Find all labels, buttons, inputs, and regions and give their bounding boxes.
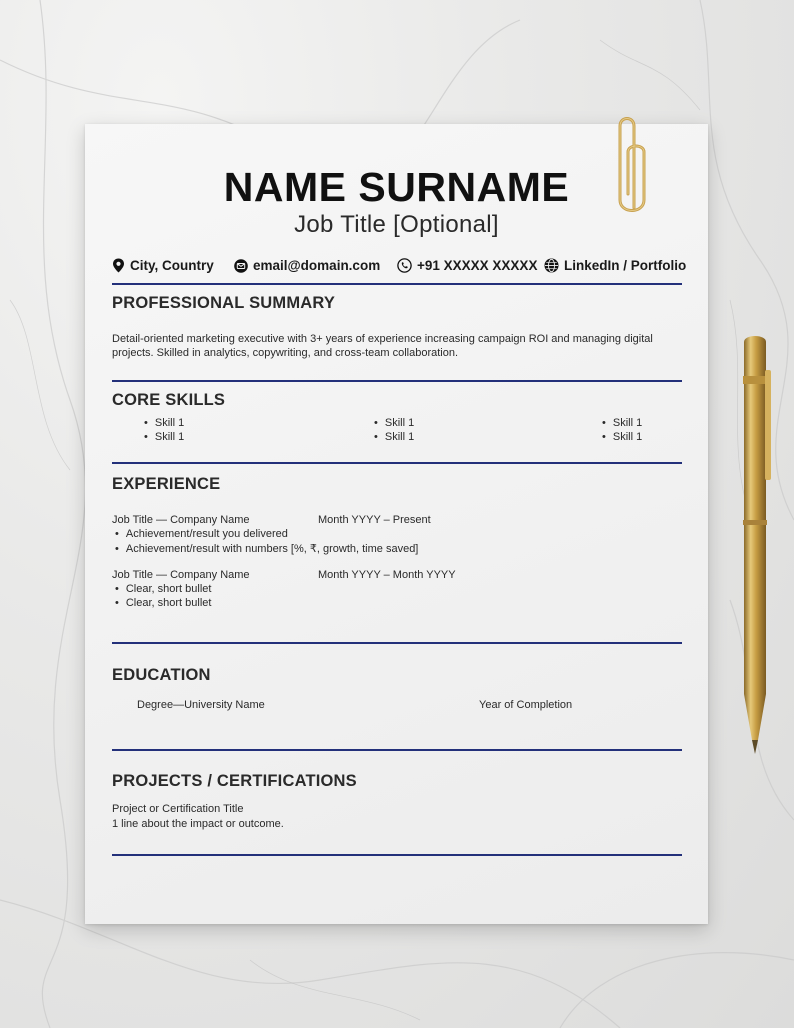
candidate-name: NAME SURNAME xyxy=(223,164,570,210)
job-bullet: • Achievement/result with numbers [%, ₹, growth, time saved] xyxy=(115,542,418,555)
summary-heading: PROFESSIONAL SUMMARY xyxy=(112,294,336,312)
phone-icon xyxy=(397,258,412,273)
skills-heading: CORE SKILLS xyxy=(112,391,226,409)
skill-item: • Skill 1 xyxy=(374,417,414,429)
project-title: Project or Certification Title xyxy=(112,803,244,815)
job-title-company: Job Title — Company Name xyxy=(112,569,250,581)
summary-line: Detail-oriented marketing executive with 3+ years of experience increasing campaign ROI and managing digital xyxy=(112,333,653,345)
paper-clip-icon xyxy=(612,108,652,220)
pen-icon xyxy=(730,330,780,760)
projects-heading: PROJECTS / CERTIFICATIONS xyxy=(112,772,357,790)
project-impact: 1 line about the impact or outcome. xyxy=(112,818,284,830)
email-icon xyxy=(234,259,248,273)
contact-email[interactable] xyxy=(234,258,380,273)
degree-university: Degree—University Name xyxy=(137,699,265,711)
location-pin-icon xyxy=(112,258,125,273)
skill-item: • Skill 1 xyxy=(374,431,414,443)
section-divider xyxy=(112,462,682,464)
experience-heading: EXPERIENCE xyxy=(112,475,221,493)
phone-text[interactable]: +91 XXXXX XXXXX xyxy=(417,258,538,273)
section-divider xyxy=(112,854,682,856)
job-dates: Month YYYY – Month YYYY xyxy=(318,569,456,581)
section-divider xyxy=(112,380,682,382)
summary-line: projects. Skilled in analytics, copywriting, and cross-team collaboration. xyxy=(112,347,459,359)
job-title-company: Job Title — Company Name xyxy=(112,514,250,526)
section-divider xyxy=(112,749,682,751)
web-text[interactable]: LinkedIn / Portfolio xyxy=(564,258,687,273)
job-title: Job Title [Optional] xyxy=(294,211,499,238)
skill-item: • Skill 1 xyxy=(144,417,184,429)
resume-page xyxy=(85,124,708,924)
job-bullet: • Achievement/result you delivered xyxy=(115,528,288,540)
skill-item: • Skill 1 xyxy=(144,431,184,443)
contact-location xyxy=(112,258,214,273)
job-bullet: • Clear, short bullet xyxy=(115,597,211,609)
contact-web[interactable] xyxy=(544,258,686,273)
skill-item: • Skill 1 xyxy=(602,417,642,429)
job-bullet: • Clear, short bullet xyxy=(115,583,211,595)
completion-year: Year of Completion xyxy=(479,699,573,711)
skill-item: • Skill 1 xyxy=(602,431,642,443)
globe-icon xyxy=(544,258,559,273)
section-divider xyxy=(112,642,682,644)
contact-phone[interactable] xyxy=(397,258,537,273)
email-text[interactable]: email@domain.com xyxy=(253,258,381,273)
job-dates: Month YYYY – Present xyxy=(318,514,431,526)
section-divider xyxy=(112,283,682,285)
education-heading: EDUCATION xyxy=(112,666,211,684)
location-text: City, Country xyxy=(130,258,214,273)
